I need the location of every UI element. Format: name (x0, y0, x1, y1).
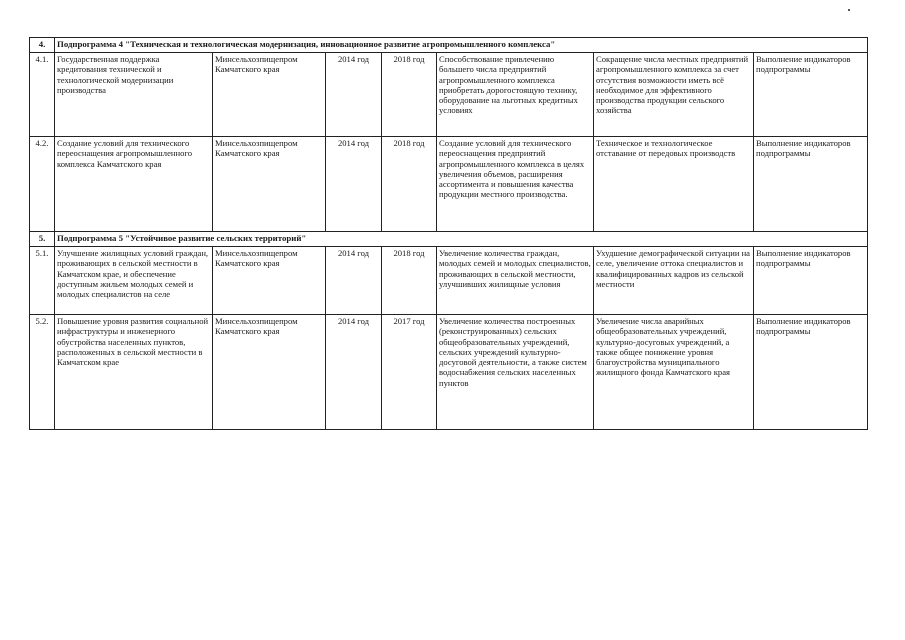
row-number: 4.1. (30, 53, 55, 137)
non-implementation-consequence: Техническое и технологическое отставание от передовых производств (594, 137, 754, 232)
indicator-link: Выполнение индикаторов подпрограммы (754, 137, 868, 232)
non-implementation-consequence: Ухудшение демографической ситуации на селе, увеличение оттока специалистов и квалифицированных кадров из сельской местности (594, 247, 754, 315)
table-row (30, 247, 868, 315)
executor-cell: Минсельхозпищепром Камчатского края (213, 315, 326, 430)
expected-result: Создание условий для технического переоснащения предприятий агропромышленного комплекса в целях увеличения объемов, расширения ассортимента и повышения качества продукции местного производства. (437, 137, 594, 232)
table-row (30, 315, 868, 430)
row-number: 5.2. (30, 315, 55, 430)
non-implementation-consequence: Увеличение числа аварийных общеобразовательных учреждений, культурно-досуговых учреждений, а также общее понижение уровня благоустройства муниципального жилищного фонда Камчатского края (594, 315, 754, 430)
end-year: 2018 год (382, 53, 437, 137)
section-title: Подпрограмма 4 "Техническая и технологическая модернизация, инновационное развитие агропромышленного комплекса" (55, 38, 868, 53)
measure-name: Повышение уровня развития социальной инфраструктуры и инженерного обустройства населенных пунктов, расположенных в сельской местности в Камчатском крае (55, 315, 213, 430)
start-year: 2014 год (326, 137, 382, 232)
section-number: 4. (30, 38, 55, 53)
expected-result: Способствование привлечению большего числа предприятий агропромышленного комплекса приобретать дорогостоящую технику, оборудование на льготных кредитных условиях (437, 53, 594, 137)
section-number: 5. (30, 232, 55, 247)
end-year: 2017 год (382, 315, 437, 430)
indicator-link: Выполнение индикаторов подпрограммы (754, 53, 868, 137)
indicator-link: Выполнение индикаторов подпрограммы (754, 247, 868, 315)
section-title: Подпрограмма 5 "Устойчивое развитие сельских территорий" (55, 232, 868, 247)
executor-cell: Минсельхозпищепром Камчатского края (213, 137, 326, 232)
indicator-link: Выполнение индикаторов подпрограммы (754, 315, 868, 430)
section-row (30, 232, 868, 247)
end-year: 2018 год (382, 137, 437, 232)
table-row (30, 53, 868, 137)
expected-result: Увеличение количества построенных (реконструированных) сельских общеобразовательных учреждений, сельских учреждений культурно-досуговой деятельности, а также систем водоснабжения сельских населенных пунктов (437, 315, 594, 430)
non-implementation-consequence: Сокращение числа местных предприятий агропромышленного комплекса за счет отсутствия возможности иметь всё необходимое для эффективного производства продукции сельского хозяйства (594, 53, 754, 137)
measure-name: Улучшение жилищных условий граждан, проживающих в сельской местности в Камчатском крае, и обеспечение доступным жильем молодых семей и молодых специалистов на селе (55, 247, 213, 315)
row-number: 4.2. (30, 137, 55, 232)
start-year: 2014 год (326, 247, 382, 315)
end-year: 2018 год (382, 247, 437, 315)
executor-cell: Минсельхозпищепром Камчатского края (213, 53, 326, 137)
table-row (30, 137, 868, 232)
measure-name: Государственная поддержка кредитования технической и технологической модернизации производства (55, 53, 213, 137)
start-year: 2014 год (326, 53, 382, 137)
program-measures-table (29, 37, 868, 430)
measure-name: Создание условий для технического переоснащения агропромышленного комплекса Камчатского края (55, 137, 213, 232)
executor-cell: Минсельхозпищепром Камчатского края (213, 247, 326, 315)
row-number: 5.1. (30, 247, 55, 315)
section-row (30, 38, 868, 53)
start-year: 2014 год (326, 315, 382, 430)
expected-result: Увеличение количества граждан, молодых семей и молодых специалистов, проживающих в сельской местности, улучшивших жилищные условия (437, 247, 594, 315)
scan-speck (848, 9, 850, 11)
